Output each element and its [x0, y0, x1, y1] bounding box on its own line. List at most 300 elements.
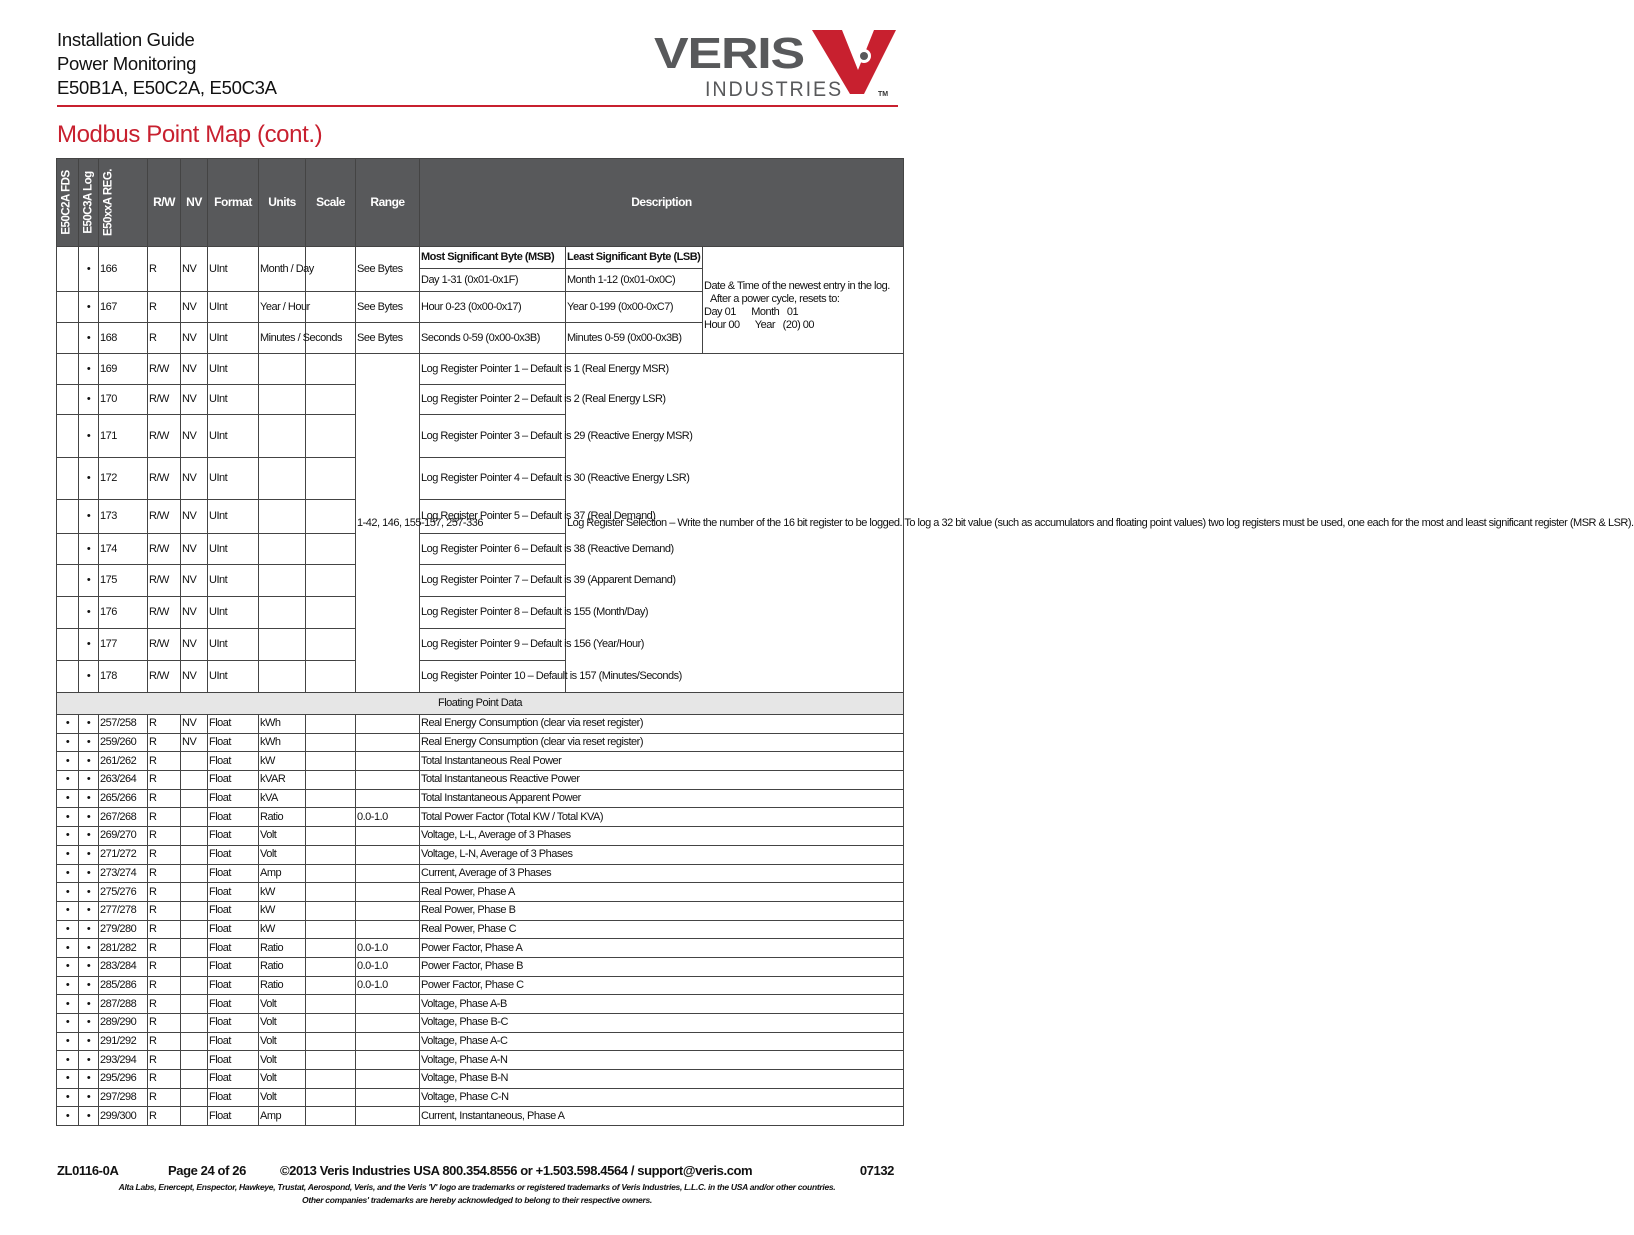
cell-range: 0.0-1.0: [356, 808, 420, 827]
table-cell: Floating Point Data: [57, 693, 904, 715]
cell-fmt: Float: [208, 827, 259, 846]
cell-units: Volt: [259, 1070, 306, 1089]
cell-range: [356, 1088, 420, 1107]
cell-fds: •: [57, 939, 79, 958]
table-cell: [57, 500, 79, 534]
table-cell: [57, 534, 79, 565]
table-row: [57, 995, 904, 1014]
col-header-fds: E50C2A FDS: [57, 159, 79, 247]
cell-fmt: Float: [208, 845, 259, 864]
cell-scale: [306, 976, 356, 995]
table-cell: [259, 565, 306, 597]
cell-log: •: [79, 920, 99, 939]
table-cell: [57, 247, 79, 292]
cell-reg: 293/294: [99, 1051, 148, 1070]
cell-units: Volt: [259, 995, 306, 1014]
cell-range: [356, 920, 420, 939]
cell-scale: [306, 957, 356, 976]
cell-range: 0.0-1.0: [356, 976, 420, 995]
cell-range: [356, 715, 420, 734]
cell-units: kWh: [259, 715, 306, 734]
col-header-rw: R/W: [148, 159, 181, 247]
footer-page-number: Page 24 of 26: [168, 1163, 246, 1178]
cell-rw: R: [148, 995, 181, 1014]
cell-log: •: [79, 864, 99, 883]
footer-legal-trademarks: Alta Labs, Enercept, Enspector, Hawkeye, Trustat, Aerospond, Veris, and the Veris 'V' logo are trademarks or registered trademarks of Veris Industries, L.L.C. in the USA and/or other countries.: [118, 1182, 836, 1192]
table-cell: [259, 597, 306, 629]
cell-fds: •: [57, 752, 79, 771]
cell-range: [356, 827, 420, 846]
table-cell: •: [79, 385, 99, 415]
table-row: [57, 1107, 904, 1126]
cell-log: •: [79, 995, 99, 1014]
cell-scale: [306, 920, 356, 939]
cell-reg: 267/268: [99, 808, 148, 827]
table-cell: [306, 661, 356, 693]
table-cell: 166: [99, 247, 148, 292]
table-row: [57, 354, 904, 385]
footer-doc-id: ZL0116-0A: [57, 1163, 119, 1178]
table-cell: Log Register Pointer 10 – Default is 157 (Minutes/Seconds): [420, 661, 566, 693]
cell-log: •: [79, 1070, 99, 1089]
cell-rw: R: [148, 1088, 181, 1107]
cell-fmt: Float: [208, 864, 259, 883]
table-cell: [306, 500, 356, 534]
cell-fds: •: [57, 845, 79, 864]
cell-reg: 259/260: [99, 733, 148, 752]
cell-nv: [181, 920, 208, 939]
cell-fmt: Float: [208, 1051, 259, 1070]
table-cell: See Bytes: [356, 292, 420, 323]
table-cell: Hour 0-23 (0x00-0x17): [420, 292, 566, 323]
logo-subword: INDUSTRIES: [705, 78, 843, 101]
cell-units: Volt: [259, 1014, 306, 1033]
cell-reg: 265/266: [99, 789, 148, 808]
table-cell: UInt: [208, 323, 259, 354]
cell-reg: 279/280: [99, 920, 148, 939]
cell-fds: •: [57, 827, 79, 846]
cell-nv: [181, 808, 208, 827]
cell-scale: [306, 827, 356, 846]
cell-nv: [181, 771, 208, 790]
table-cell: 174: [99, 534, 148, 565]
cell-range: [356, 883, 420, 902]
table-cell: R/W: [148, 661, 181, 693]
cell-rw: R: [148, 864, 181, 883]
table-cell: [306, 458, 356, 500]
table-cell: [57, 458, 79, 500]
cell-scale: [306, 1088, 356, 1107]
table-cell: Year 0-199 (0x00-0xC7): [566, 292, 703, 323]
table-cell: Minutes 0-59 (0x00-0x3B): [566, 323, 703, 354]
table-cell: R: [148, 247, 181, 292]
cell-log: •: [79, 1107, 99, 1126]
cell-fmt: Float: [208, 1014, 259, 1033]
cell-log: •: [79, 883, 99, 902]
table-cell: •: [79, 597, 99, 629]
table-cell: UInt: [208, 385, 259, 415]
table-cell: 176: [99, 597, 148, 629]
cell-nv: [181, 789, 208, 808]
cell-fmt: Float: [208, 771, 259, 790]
page-footer: [57, 1163, 897, 1183]
table-cell: •: [79, 323, 99, 354]
cell-reg: 283/284: [99, 957, 148, 976]
table-row: [57, 939, 904, 958]
table-cell: NV: [181, 415, 208, 458]
table-cell: [259, 661, 306, 693]
table-cell: [57, 354, 79, 385]
table-cell: 171: [99, 415, 148, 458]
table-cell: [306, 597, 356, 629]
table-cell: Log Register Pointer 7 – Default is 39 (Apparent Demand): [420, 565, 566, 597]
col-header-nv: NV: [181, 159, 208, 247]
table-cell: •: [79, 534, 99, 565]
cell-log: •: [79, 789, 99, 808]
cell-units: kVAR: [259, 771, 306, 790]
cell-fmt: Float: [208, 976, 259, 995]
cell-fmt: Float: [208, 920, 259, 939]
table-cell: Day 1-31 (0x01-0x1F): [420, 269, 566, 292]
cell-nv: [181, 1014, 208, 1033]
cell-fmt: Float: [208, 1032, 259, 1051]
cell-desc: Voltage, Phase C-N: [420, 1088, 904, 1107]
cell-scale: [306, 1107, 356, 1126]
cell-fds: •: [57, 715, 79, 734]
table-cell: [259, 354, 306, 385]
cell-desc: Current, Instantaneous, Phase A: [420, 1107, 904, 1126]
table-cell: [57, 565, 79, 597]
cell-log: •: [79, 901, 99, 920]
table-cell: Log Register Pointer 6 – Default is 38 (Reactive Demand): [420, 534, 566, 565]
cell-nv: [181, 827, 208, 846]
table-cell: NV: [181, 534, 208, 565]
cell-rw: R: [148, 976, 181, 995]
table-cell: •: [79, 500, 99, 534]
table-cell: [306, 565, 356, 597]
table-header-row: [57, 159, 904, 247]
cell-fmt: Float: [208, 883, 259, 902]
cell-nv: [181, 957, 208, 976]
table-cell: R: [148, 292, 181, 323]
cell-reg: 261/262: [99, 752, 148, 771]
table-cell: UInt: [208, 247, 259, 292]
table-cell: R/W: [148, 534, 181, 565]
cell-reg: 257/258: [99, 715, 148, 734]
cell-rw: R: [148, 733, 181, 752]
table-cell: R/W: [148, 354, 181, 385]
cell-range: [356, 845, 420, 864]
cell-nv: [181, 845, 208, 864]
logo-wordmark: VERIS: [654, 29, 804, 78]
table-cell: Log Register Pointer 8 – Default is 155 (Month/Day): [420, 597, 566, 629]
col-header-log: E50C3A Log: [79, 159, 99, 247]
cell-units: Ratio: [259, 957, 306, 976]
cell-fds: •: [57, 1107, 79, 1126]
cell-log: •: [79, 827, 99, 846]
cell-reg: 299/300: [99, 1107, 148, 1126]
table-row: [57, 901, 904, 920]
col-header-range: Range: [356, 159, 420, 247]
cell-range: 0.0-1.0: [356, 957, 420, 976]
cell-desc: Voltage, Phase A-C: [420, 1032, 904, 1051]
cell-log: •: [79, 976, 99, 995]
cell-range: [356, 1107, 420, 1126]
cell-scale: [306, 1014, 356, 1033]
cell-nv: [181, 1051, 208, 1070]
cell-log: •: [79, 752, 99, 771]
cell-fmt: Float: [208, 715, 259, 734]
cell-units: Ratio: [259, 976, 306, 995]
cell-desc: Voltage, Phase A-B: [420, 995, 904, 1014]
table-cell: Month / Day: [259, 247, 306, 292]
cell-desc: Current, Average of 3 Phases: [420, 864, 904, 883]
table-cell: Log Register Pointer 2 – Default is 2 (Real Energy LSR): [420, 385, 566, 415]
cell-desc: Real Power, Phase B: [420, 901, 904, 920]
cell-units: kW: [259, 901, 306, 920]
cell-desc: Voltage, L-L, Average of 3 Phases: [420, 827, 904, 846]
table-cell: 173: [99, 500, 148, 534]
table-cell: NV: [181, 385, 208, 415]
cell-range: [356, 752, 420, 771]
cell-scale: [306, 1051, 356, 1070]
table-row: [57, 789, 904, 808]
table-cell: [57, 415, 79, 458]
cell-units: kW: [259, 752, 306, 771]
cell-reg: 289/290: [99, 1014, 148, 1033]
cell-scale: [306, 752, 356, 771]
table-cell: Log Register Pointer 9 – Default is 156 (Year/Hour): [420, 629, 566, 661]
table-cell: 177: [99, 629, 148, 661]
table-row: [57, 883, 904, 902]
table-cell: [259, 629, 306, 661]
table-row: [57, 733, 904, 752]
table-row: [57, 752, 904, 771]
table-row: [57, 1032, 904, 1051]
cell-units: kW: [259, 883, 306, 902]
cell-range: [356, 1032, 420, 1051]
cell-nv: [181, 1032, 208, 1051]
cell-reg: 269/270: [99, 827, 148, 846]
table-cell: NV: [181, 661, 208, 693]
table-cell: 178: [99, 661, 148, 693]
cell-range: [356, 789, 420, 808]
table-cell: R: [148, 323, 181, 354]
table-cell: Seconds 0-59 (0x00-0x3B): [420, 323, 566, 354]
floating-point-rows: [57, 715, 904, 1126]
table-row: [57, 1051, 904, 1070]
header-line-category: Power Monitoring: [57, 53, 197, 74]
cell-reg: 277/278: [99, 901, 148, 920]
table-cell: •: [79, 354, 99, 385]
table-cell: [306, 629, 356, 661]
table-cell: [259, 534, 306, 565]
cell-log: •: [79, 1032, 99, 1051]
table-cell: [259, 458, 306, 500]
cell-fds: •: [57, 995, 79, 1014]
col-header-description: Description: [420, 159, 904, 247]
table-cell: NV: [181, 500, 208, 534]
footer-code: 07132: [859, 1163, 894, 1178]
table-cell: 170: [99, 385, 148, 415]
table-cell: [57, 292, 79, 323]
table-cell: NV: [181, 354, 208, 385]
cell-scale: [306, 939, 356, 958]
cell-units: Amp: [259, 864, 306, 883]
cell-fds: •: [57, 1070, 79, 1089]
table-row: [57, 1070, 904, 1089]
cell-fds: •: [57, 808, 79, 827]
table-cell: •: [79, 458, 99, 500]
cell-nv: [181, 1088, 208, 1107]
lsb-header: Least Significant Byte (LSB): [566, 247, 703, 269]
cell-range: [356, 771, 420, 790]
table-cell: R/W: [148, 415, 181, 458]
table-cell: UInt: [208, 597, 259, 629]
cell-rw: R: [148, 845, 181, 864]
cell-range: [356, 864, 420, 883]
col-header-scale: Scale: [306, 159, 356, 247]
cell-range: [356, 733, 420, 752]
logo-trademark: TM: [878, 91, 889, 98]
cell-desc: Voltage, Phase B-C: [420, 1014, 904, 1033]
cell-log: •: [79, 957, 99, 976]
table-row: [57, 864, 904, 883]
cell-fmt: Float: [208, 995, 259, 1014]
cell-rw: R: [148, 1014, 181, 1033]
cell-units: kVA: [259, 789, 306, 808]
cell-nv: NV: [181, 733, 208, 752]
cell-desc: Power Factor, Phase B: [420, 957, 904, 976]
table-cell: Log Register Pointer 3 – Default is 29 (Reactive Energy MSR): [420, 415, 566, 458]
table-cell: NV: [181, 458, 208, 500]
cell-log: •: [79, 845, 99, 864]
table-cell: [306, 415, 356, 458]
cell-scale: [306, 883, 356, 902]
cell-nv: [181, 883, 208, 902]
cell-desc: Real Energy Consumption (clear via reset register): [420, 733, 904, 752]
table-cell: •: [79, 629, 99, 661]
cell-fds: •: [57, 771, 79, 790]
cell-fmt: Float: [208, 1088, 259, 1107]
cell-rw: R: [148, 827, 181, 846]
cell-reg: 285/286: [99, 976, 148, 995]
cell-rw: R: [148, 771, 181, 790]
cell-fmt: Float: [208, 752, 259, 771]
cell-range: [356, 1051, 420, 1070]
cell-scale: [306, 864, 356, 883]
table-cell: •: [79, 292, 99, 323]
cell-reg: 287/288: [99, 995, 148, 1014]
table-cell: Minutes / Seconds: [259, 323, 306, 354]
table-cell: R/W: [148, 629, 181, 661]
cell-log: •: [79, 1051, 99, 1070]
cell-units: Volt: [259, 1051, 306, 1070]
cell-fds: •: [57, 957, 79, 976]
cell-desc: Real Power, Phase A: [420, 883, 904, 902]
table-cell: [306, 385, 356, 415]
table-cell: [259, 500, 306, 534]
table-cell: UInt: [208, 354, 259, 385]
table-cell: R/W: [148, 500, 181, 534]
header-line-models: E50B1A, E50C2A, E50C3A: [57, 77, 277, 98]
cell-nv: [181, 1107, 208, 1126]
cell-rw: R: [148, 901, 181, 920]
table-cell: [57, 629, 79, 661]
cell-fds: •: [57, 976, 79, 995]
cell-nv: [181, 939, 208, 958]
table-cell: Log Register Pointer 5 – Default is 37 (Real Demand): [420, 500, 566, 534]
cell-range: [356, 1070, 420, 1089]
cell-desc: Total Instantaneous Real Power: [420, 752, 904, 771]
table-row: [57, 247, 904, 269]
cell-rw: R: [148, 808, 181, 827]
cell-fmt: Float: [208, 733, 259, 752]
cell-rw: R: [148, 920, 181, 939]
table-row: [57, 920, 904, 939]
col-header-reg: E50xxA REG.: [99, 159, 148, 247]
cell-units: Volt: [259, 1032, 306, 1051]
cell-rw: R: [148, 1070, 181, 1089]
cell-nv: [181, 752, 208, 771]
cell-rw: R: [148, 1051, 181, 1070]
cell-nv: [181, 995, 208, 1014]
table-cell: •: [79, 415, 99, 458]
cell-units: kW: [259, 920, 306, 939]
table-cell: [306, 534, 356, 565]
cell-fmt: Float: [208, 1070, 259, 1089]
document-header: [57, 28, 457, 100]
log-register-description: Log Register Selection – Write the number of the 16 bit register to be logged. To log a 32 bit value (such as accumulators and floating point values) two log registers must be used, one each for the most and least significant register (MSR & LSR).: [566, 354, 904, 693]
table-cell: UInt: [208, 534, 259, 565]
table-cell: NV: [181, 323, 208, 354]
table-cell: See Bytes: [356, 247, 420, 292]
cell-rw: R: [148, 883, 181, 902]
cell-desc: Real Energy Consumption (clear via reset register): [420, 715, 904, 734]
cell-nv: NV: [181, 715, 208, 734]
table-cell: UInt: [208, 458, 259, 500]
cell-log: •: [79, 1088, 99, 1107]
table-cell: [259, 415, 306, 458]
table-cell: 167: [99, 292, 148, 323]
cell-rw: R: [148, 957, 181, 976]
cell-units: Volt: [259, 827, 306, 846]
table-row: [57, 1014, 904, 1033]
cell-rw: R: [148, 1032, 181, 1051]
cell-fds: •: [57, 789, 79, 808]
cell-reg: 271/272: [99, 845, 148, 864]
cell-reg: 297/298: [99, 1088, 148, 1107]
cell-desc: Voltage, Phase A-N: [420, 1051, 904, 1070]
msb-header: Most Significant Byte (MSB): [420, 247, 566, 269]
table-cell: Log Register Pointer 4 – Default is 30 (Reactive Energy LSR): [420, 458, 566, 500]
cell-units: Volt: [259, 1088, 306, 1107]
table-cell: UInt: [208, 629, 259, 661]
cell-log: •: [79, 808, 99, 827]
table-cell: [57, 661, 79, 693]
table-cell: NV: [181, 565, 208, 597]
col-header-units: Units: [259, 159, 306, 247]
cell-fds: •: [57, 901, 79, 920]
table-cell: [259, 385, 306, 415]
table-cell: R/W: [148, 597, 181, 629]
table-cell: R/W: [148, 565, 181, 597]
cell-desc: Voltage, Phase B-N: [420, 1070, 904, 1089]
table-cell: UInt: [208, 565, 259, 597]
table-row: [57, 1088, 904, 1107]
veris-industries-logo: [650, 26, 900, 100]
cell-reg: 295/296: [99, 1070, 148, 1089]
